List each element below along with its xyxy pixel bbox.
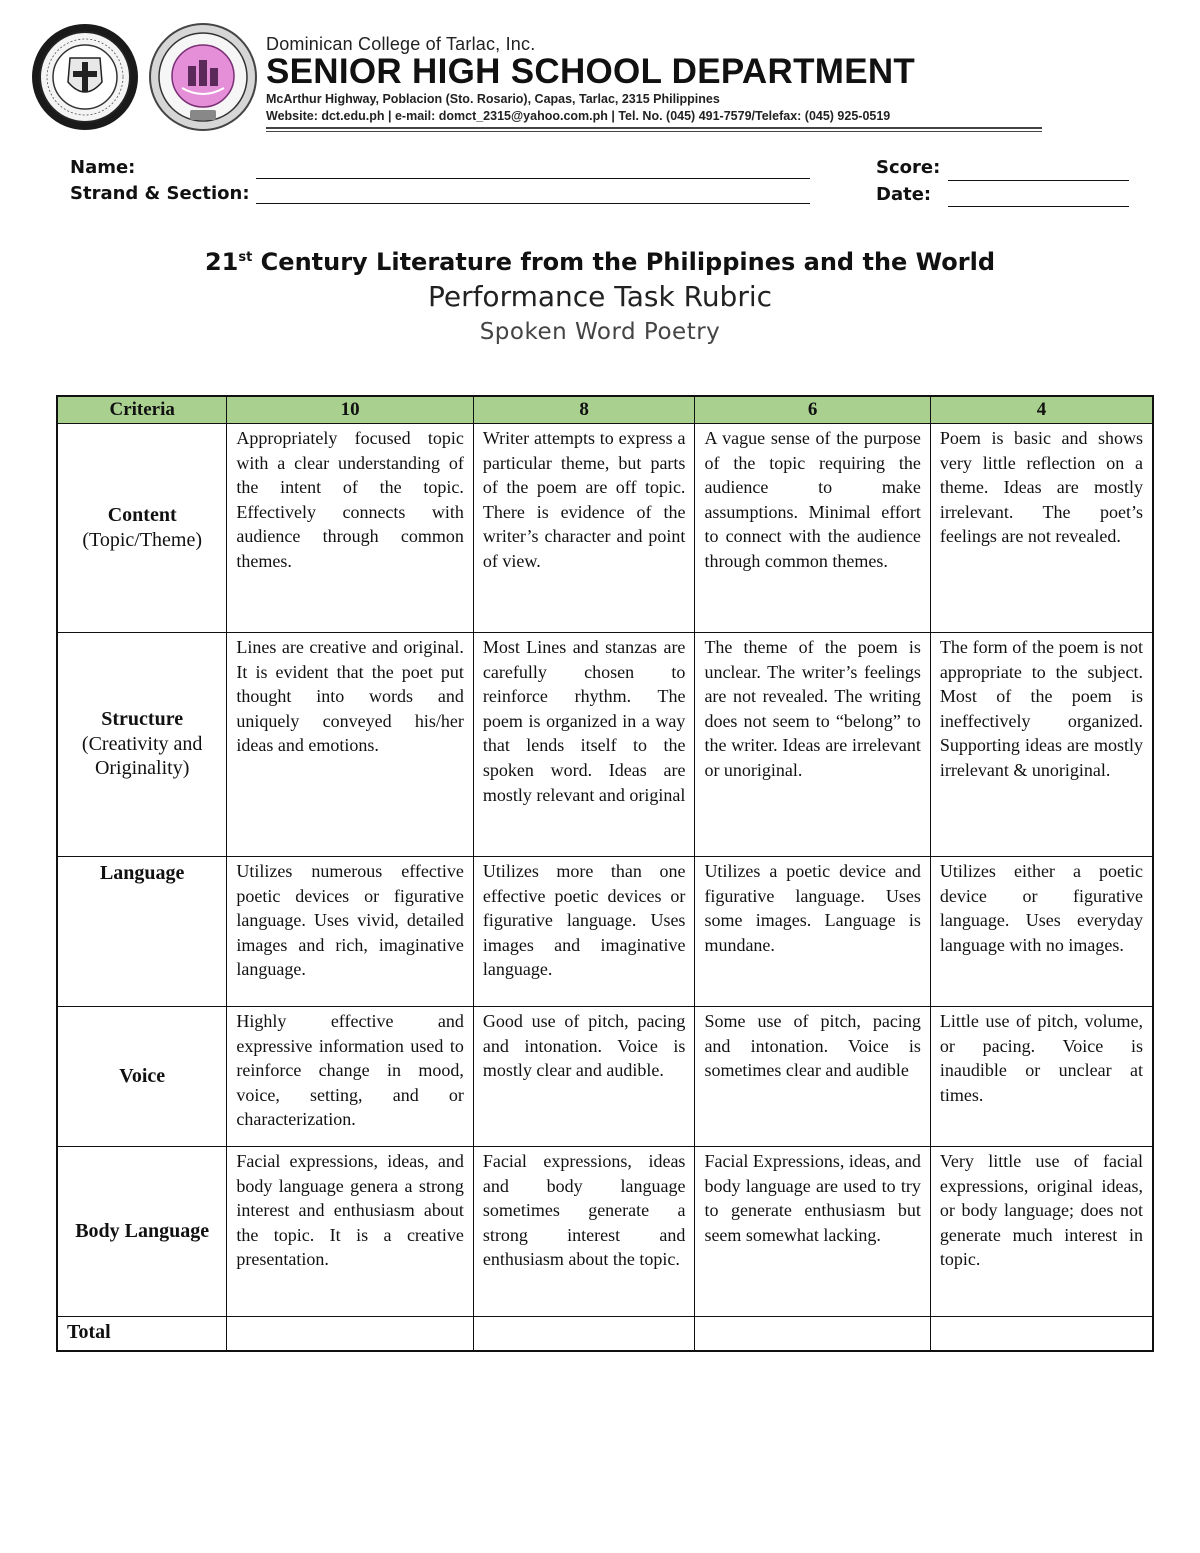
college-seal-icon: [30, 22, 140, 132]
criterion-cell: [57, 633, 227, 857]
rubric-cell: Highly effective and expressive information used to reinforce change in mood, voice, setting, and or characterization.: [227, 1007, 474, 1147]
column-header-4: 4: [930, 396, 1153, 424]
rubric-cell: Utilizes either a poetic device or figurative language. Uses everyday language with no images.: [930, 857, 1153, 1007]
criterion-name: Voice: [119, 1064, 166, 1087]
total-cell-8[interactable]: [473, 1317, 695, 1351]
rubric-table: [56, 395, 1154, 1352]
rubric-cell: Very little use of facial expressions, original ideas, or body language; does not generate much interest in topic.: [930, 1147, 1153, 1317]
rubric-cell: Little use of pitch, volume, or pacing. Voice is inaudible or unclear at times.: [930, 1007, 1153, 1147]
criterion-cell: [57, 1147, 227, 1317]
criterion-cell: [57, 424, 227, 633]
rubric-cell: The theme of the poem is unclear. The writer’s feelings are not revealed. The writing does not seem to “belong” to the writer. Ideas are irrelevant or unoriginal.: [695, 633, 930, 857]
rubric-row-total: [57, 1317, 1153, 1351]
rubric-row-language: [57, 857, 1153, 1007]
rubric-row-body-language: [57, 1147, 1153, 1317]
date-label: Date:: [876, 184, 932, 205]
total-cell-6[interactable]: [695, 1317, 930, 1351]
task-title: Performance Task Rubric: [427, 280, 773, 313]
column-header-6: 6: [695, 396, 930, 424]
document-titles: [0, 248, 1200, 345]
rubric-cell: The form of the poem is not appropriate to the subject. Most of the poem is ineffectively organized. Supporting ideas are mostly irrelevant & unoriginal.: [930, 633, 1153, 857]
criterion-name: Content: [107, 503, 177, 526]
rubric-cell: Writer attempts to express a particular theme, but parts of the poem are off topic. There is evidence of the writer’s character and point of view.: [473, 424, 695, 633]
senior-high-school-seal-icon: [148, 22, 258, 132]
date-field[interactable]: [948, 206, 1129, 207]
rubric-cell: Poem is basic and shows very little reflection on a theme. Ideas are mostly irrelevant. The poet’s feelings are not revealed.: [930, 424, 1153, 633]
rubric-row-structure: [57, 633, 1153, 857]
column-header-criteria: Criteria: [57, 396, 227, 424]
rubric-cell: Some use of pitch, pacing and intonation. Voice is sometimes clear and audible: [695, 1007, 930, 1147]
header-divider: [266, 127, 1042, 129]
total-cell-4[interactable]: [930, 1317, 1153, 1351]
section-label: Strand & Section:: [70, 183, 250, 204]
school-logos: [30, 22, 260, 134]
total-label: Total: [57, 1317, 227, 1351]
header-divider-thin: [266, 131, 1042, 132]
criterion-name: Language: [99, 862, 185, 884]
course-title-text: Century Literature from the Philippines and the World: [252, 248, 996, 276]
rubric-cell: Facial expressions, ideas and body language sometimes generate a strong interest and enthusiasm about the topic.: [473, 1147, 695, 1317]
score-label: Score:: [876, 157, 941, 178]
rubric-cell: Utilizes numerous effective poetic devices or figurative language. Uses vivid, detailed images and rich, imaginative language.: [227, 857, 474, 1007]
college-name: Dominican College of Tarlac, Inc.: [266, 34, 536, 54]
name-field[interactable]: [256, 178, 810, 179]
criterion-cell: [57, 857, 227, 1007]
rubric-cell: Utilizes a poetic device and figurative language. Uses some images. Language is mundane.: [695, 857, 930, 1007]
rubric-cell: A vague sense of the purpose of the topic requiring the audience to make assumptions. Minimal effort to connect with the audience through common themes.: [695, 424, 930, 633]
total-cell-10[interactable]: [227, 1317, 474, 1351]
school-address: McArthur Highway, Poblacion (Sto. Rosario), Capas, Tarlac, 2315 Philippines: [266, 92, 720, 106]
column-header-8: 8: [473, 396, 695, 424]
rubric-cell: Lines are creative and original. It is evident that the poet put thought into words and uniquely conveyed his/her ideas and emotions.: [227, 633, 474, 857]
criterion-name: Body Language: [75, 1219, 210, 1242]
department-name: SENIOR HIGH SCHOOL DEPARTMENT: [266, 52, 916, 91]
section-field[interactable]: [256, 203, 810, 204]
criterion-subtitle: (Topic/Theme): [82, 528, 203, 551]
column-header-10: 10: [227, 396, 474, 424]
rubric-cell: Good use of pitch, pacing and intonation. Voice is mostly clear and audible.: [473, 1007, 695, 1147]
rubric-row-content: [57, 424, 1153, 633]
school-header: [266, 34, 915, 125]
criterion-subtitle: (Creativity and Originality): [81, 732, 203, 780]
criterion-name: Structure: [101, 708, 184, 731]
name-label: Name:: [70, 157, 136, 178]
criterion-cell: [57, 1007, 227, 1147]
rubric-cell: Appropriately focused topic with a clear understanding of the intent of the topic. Effectively connects with audience through common themes.: [227, 424, 474, 633]
course-title: [0, 248, 1200, 276]
rubric-cell: Facial expressions, ideas, and body language genera a strong interest and enthusiasm about the topic. It is a creative presentation.: [227, 1147, 474, 1317]
course-title-suffix: st: [238, 250, 253, 265]
rubric-header-row: [57, 396, 1153, 424]
task-subtitle: Spoken Word Poetry: [479, 319, 721, 345]
rubric-cell: Utilizes more than one effective poetic devices or figurative language. Uses images and imaginative language.: [473, 857, 695, 1007]
rubric-cell: Most Lines and stanzas are carefully chosen to reinforce rhythm. The poem is organized in a way that lends itself to the spoken word. Ideas are mostly relevant and original: [473, 633, 695, 857]
rubric-cell: Facial Expressions, ideas, and body language are used to try to generate enthusiasm but seem somewhat lacking.: [695, 1147, 930, 1317]
rubric-row-voice: [57, 1007, 1153, 1147]
course-title-number: 21: [204, 248, 239, 276]
school-contact: Website: dct.edu.ph | e-mail: domct_2315@yahoo.com.ph | Tel. No. (045) 491-7579/Telefax: (045) 925-0519: [266, 109, 891, 123]
score-field[interactable]: [948, 180, 1129, 181]
